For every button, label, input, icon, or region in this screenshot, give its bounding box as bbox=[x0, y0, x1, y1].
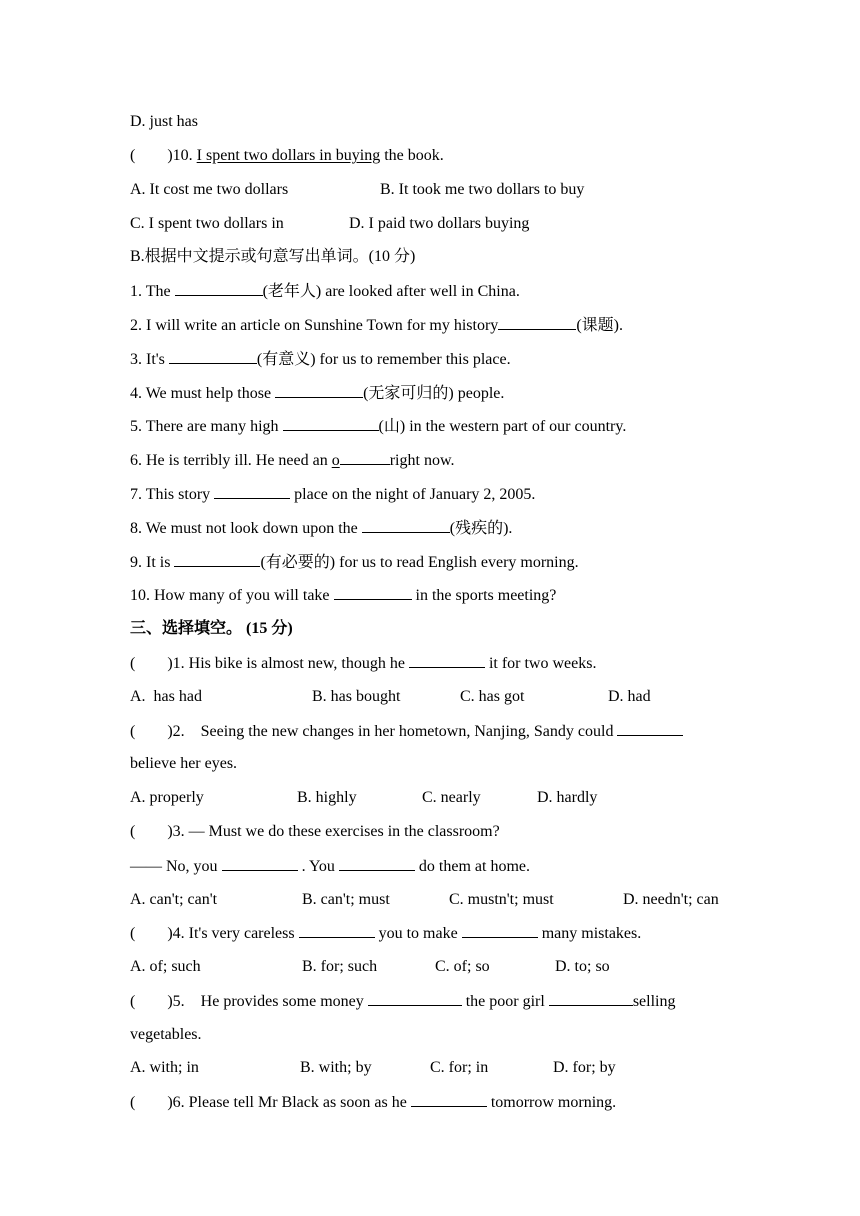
fill-item-7-rest: place on the night of January 2, 2005. bbox=[290, 486, 536, 503]
q10-option-a: A. It cost me two dollars bbox=[130, 181, 289, 198]
fill-item-6 bbox=[130, 450, 454, 471]
fill-item-5-text: 5. There are many high bbox=[130, 418, 283, 435]
answer-blank[interactable] bbox=[411, 1092, 487, 1107]
q3-answer-text: —— No, you bbox=[130, 858, 222, 875]
q1-option-c: C. has got bbox=[460, 688, 525, 705]
answer-blank[interactable] bbox=[498, 315, 576, 330]
q5-option-c: C. for; in bbox=[430, 1059, 489, 1076]
choice-question-5-text: ( )5. He provides some money bbox=[130, 993, 368, 1010]
answer-blank[interactable] bbox=[549, 991, 633, 1006]
answer-blank[interactable] bbox=[214, 484, 290, 499]
q3-option-b: B. can't; must bbox=[302, 891, 390, 908]
fill-item-4 bbox=[130, 383, 504, 404]
q4-option-a: A. of; such bbox=[130, 958, 201, 975]
q5-option-b: B. with; by bbox=[300, 1059, 372, 1076]
choice-question-6-rest: tomorrow morning. bbox=[486, 1094, 617, 1111]
answer-blank[interactable] bbox=[175, 281, 263, 296]
q2-option-b: B. highly bbox=[297, 789, 357, 806]
answer-blank[interactable] bbox=[462, 923, 538, 938]
choice-question-4-rest: many mistakes. bbox=[537, 925, 642, 942]
choice-question-1 bbox=[130, 653, 596, 674]
q5-option-a: A. with; in bbox=[130, 1059, 199, 1076]
answer-blank[interactable] bbox=[334, 585, 412, 600]
q3-option-a: A. can't; can't bbox=[130, 891, 218, 908]
choice-question-6 bbox=[130, 1092, 616, 1113]
fill-item-4-hint: (无家可归的) people. bbox=[363, 385, 505, 402]
fill-item-8-text: 8. We must not look down upon the bbox=[130, 520, 362, 537]
q10-option-b: B. It took me two dollars to buy bbox=[380, 181, 585, 198]
option-d-just-has: D. just has bbox=[130, 113, 198, 130]
choice-question-2-continued: believe her eyes. bbox=[130, 755, 238, 772]
answer-blank[interactable] bbox=[368, 991, 462, 1006]
section-b-heading: B.根据中文提示或句意写出单词。(10 分) bbox=[130, 248, 416, 265]
q2-option-a: A. properly bbox=[130, 789, 204, 806]
fill-item-3 bbox=[130, 349, 511, 370]
q3-option-d: D. needn't; can bbox=[623, 891, 719, 908]
choice-question-5-mid: the poor girl bbox=[461, 993, 549, 1010]
q10-option-d: D. I paid two dollars buying bbox=[349, 215, 530, 232]
choice-question-6-text: ( )6. Please tell Mr Black as soon as he bbox=[130, 1094, 411, 1111]
fill-item-2-hint: (课题). bbox=[576, 317, 623, 334]
fill-item-3-hint: (有意义) for us to remember this place. bbox=[256, 351, 511, 368]
fill-item-8 bbox=[130, 518, 512, 539]
fill-item-1-hint: (老年人) are looked after well in China. bbox=[262, 283, 520, 300]
choice-question-5-rest: selling bbox=[632, 993, 676, 1010]
fill-item-10 bbox=[130, 585, 556, 606]
q1-option-a: A. has had bbox=[130, 688, 202, 705]
fill-item-7-text: 7. This story bbox=[130, 486, 215, 503]
choice-question-5 bbox=[130, 991, 676, 1012]
question-10-rest: the book. bbox=[380, 147, 444, 164]
answer-blank[interactable] bbox=[362, 518, 450, 533]
fill-item-2-text: 2. I will write an article on Sunshine Town for my history bbox=[130, 317, 499, 334]
choice-question-3: ( )3. — Must we do these exercises in the classroom? bbox=[130, 823, 500, 840]
q4-option-d: D. to; so bbox=[555, 958, 610, 975]
fill-item-10-text: 10. How many of you will take bbox=[130, 587, 334, 604]
q10-option-c: C. I spent two dollars in bbox=[130, 215, 284, 232]
question-10 bbox=[130, 146, 444, 166]
fill-item-7 bbox=[130, 484, 535, 505]
answer-blank[interactable] bbox=[222, 856, 298, 871]
answer-blank[interactable] bbox=[409, 653, 485, 668]
q3-answer-mid: . You bbox=[297, 858, 339, 875]
section-3-heading: 三、选择填空。 (15 分) bbox=[130, 620, 293, 637]
answer-blank[interactable] bbox=[169, 349, 257, 364]
answer-blank[interactable] bbox=[340, 450, 390, 465]
q5-option-d: D. for; by bbox=[553, 1059, 616, 1076]
choice-question-2-text: ( )2. Seeing the new changes in her hometown, Nanjing, Sandy could bbox=[130, 723, 618, 740]
fill-item-10-rest: in the sports meeting? bbox=[411, 587, 557, 604]
q3-answer-rest: do them at home. bbox=[414, 858, 531, 875]
fill-item-1 bbox=[130, 281, 520, 302]
fill-item-6-text: 6. He is terribly ill. He need an bbox=[130, 452, 332, 469]
choice-question-1-rest: it for two weeks. bbox=[484, 655, 597, 672]
answer-blank[interactable] bbox=[275, 383, 363, 398]
choice-question-2 bbox=[130, 721, 683, 742]
fill-item-8-hint: (残疾的). bbox=[449, 520, 513, 537]
fill-item-9-hint: (有必要的) for us to read English every morning. bbox=[260, 554, 579, 571]
q2-option-d: D. hardly bbox=[537, 789, 598, 806]
q4-option-b: B. for; such bbox=[302, 958, 378, 975]
q4-option-c: C. of; so bbox=[435, 958, 490, 975]
question-10-underlined: I spent two dollars in buying bbox=[196, 147, 381, 164]
fill-item-6-rest: right now. bbox=[389, 452, 455, 469]
choice-question-5-continued: vegetables. bbox=[130, 1026, 202, 1043]
fill-item-2 bbox=[130, 315, 623, 336]
choice-question-4-mid: you to make bbox=[374, 925, 462, 942]
question-10-number: ( )10. bbox=[130, 147, 197, 164]
fill-item-3-text: 3. It's bbox=[130, 351, 169, 368]
fill-item-6-letter: o bbox=[331, 452, 340, 469]
fill-item-1-text: 1. The bbox=[130, 283, 175, 300]
choice-question-4-text: ( )4. It's very careless bbox=[130, 925, 299, 942]
answer-blank[interactable] bbox=[299, 923, 375, 938]
q1-option-d: D. had bbox=[608, 688, 651, 705]
choice-question-1-text: ( )1. His bike is almost new, though he bbox=[130, 655, 409, 672]
choice-question-3-answer-line bbox=[130, 856, 530, 877]
answer-blank[interactable] bbox=[283, 416, 379, 431]
q2-option-c: C. nearly bbox=[422, 789, 481, 806]
fill-item-9-text: 9. It is bbox=[130, 554, 175, 571]
fill-item-5-hint: (山) in the western part of our country. bbox=[378, 418, 627, 435]
fill-item-4-text: 4. We must help those bbox=[130, 385, 276, 402]
answer-blank[interactable] bbox=[174, 552, 260, 567]
fill-item-5 bbox=[130, 416, 626, 437]
answer-blank[interactable] bbox=[339, 856, 415, 871]
q3-option-c: C. mustn't; must bbox=[449, 891, 554, 908]
q1-option-b: B. has bought bbox=[312, 688, 401, 705]
fill-item-9 bbox=[130, 552, 579, 573]
choice-question-4 bbox=[130, 923, 641, 944]
answer-blank[interactable] bbox=[617, 721, 683, 736]
